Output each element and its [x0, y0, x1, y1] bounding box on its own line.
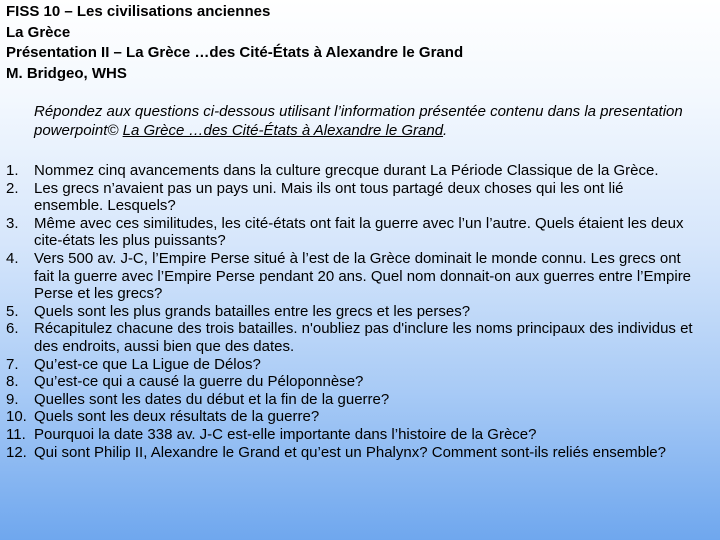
question-text: Vers 500 av. J-C, l’Empire Perse situé à l’est de la Grèce dominait le monde connu. Les grecs ont fait la guerre avec l’Empire Perse pendant 20 ans. Quel nom donnait-on aux guerres entre l’Empire Perse et les grecs?	[34, 249, 692, 303]
question-item	[6, 162, 696, 180]
question-text: Qui sont Philip II, Alexandre le Grand et qu’est un Phalynx? Comment sont-ils reliés ensemble?	[34, 443, 666, 461]
question-number: 10.	[6, 408, 27, 426]
question-number: 4.	[6, 249, 19, 267]
question-number: 11.	[6, 425, 26, 443]
question-item	[6, 320, 696, 355]
question-item	[6, 444, 696, 462]
question-item	[6, 180, 696, 215]
question-item	[6, 391, 696, 409]
question-text: Quels sont les deux résultats de la guerre?	[34, 408, 320, 426]
presentation-link: La Grèce …des Cité-États à Alexandre le Grand	[122, 122, 444, 139]
question-number: 6.	[6, 320, 19, 338]
question-item	[6, 303, 696, 321]
document-header	[6, 2, 463, 84]
instructions	[34, 102, 684, 140]
unit-title: La Grèce	[6, 23, 71, 41]
question-text: Même avec ces similitudes, les cité-états ont fait la guerre avec l’un l’autre. Quels étaient les deux cite-états les plus puissants?	[34, 214, 684, 250]
question-item	[6, 250, 696, 303]
question-number: 1.	[6, 162, 19, 179]
question-number: 9.	[6, 390, 19, 408]
question-number: 2.	[6, 179, 19, 197]
question-text: Récapitulez chacune des trois batailles. n'oubliez pas d'inclure les noms principaux des individus et des endroits, aussi bien que des dates.	[34, 320, 693, 355]
question-list	[6, 162, 696, 461]
question-text: Qu’est-ce qui a causé la guerre du Péloponnèse?	[34, 373, 364, 391]
question-number: 3.	[6, 214, 19, 232]
instructions-end: .	[443, 122, 448, 139]
question-number: 5.	[6, 302, 19, 320]
question-number: 8.	[6, 373, 19, 391]
course-title: FISS 10 – Les civilisations anciennes	[6, 3, 271, 20]
question-text: Qu’est-ce que La Ligue de Délos?	[34, 355, 261, 373]
question-text: Quelles sont les dates du début et la fin de la guerre?	[34, 390, 390, 408]
teacher-name: M. Bridgeo, WHS	[6, 64, 127, 82]
question-item	[6, 426, 696, 444]
question-number: 7.	[6, 355, 19, 373]
question-item	[6, 373, 696, 391]
question-text: Nommez cinq avancements dans la culture grecque durant La Période Classique de la Grèce.	[34, 162, 659, 179]
question-text: Pourquoi la date 338 av. J-C est-elle importante dans l’histoire de la Grèce?	[34, 425, 537, 443]
question-text: Quels sont les plus grands batailles entre les grecs et les perses?	[34, 302, 471, 320]
presentation-title: Présentation II – La Grèce …des Cité-États à Alexandre le Grand	[6, 44, 464, 61]
question-number: 12.	[6, 443, 27, 461]
question-item	[6, 215, 696, 250]
question-text: Les grecs n’avaient pas un pays uni. Mais ils ont tous partagé deux choses qui les ont lié ensemble. Lesquels?	[34, 179, 624, 215]
question-item	[6, 356, 696, 374]
question-item	[6, 408, 696, 426]
instructions-text: Répondez aux questions ci-dessous utilisant l’information présentée contenu dans la presentation powerpoint©	[34, 103, 683, 139]
